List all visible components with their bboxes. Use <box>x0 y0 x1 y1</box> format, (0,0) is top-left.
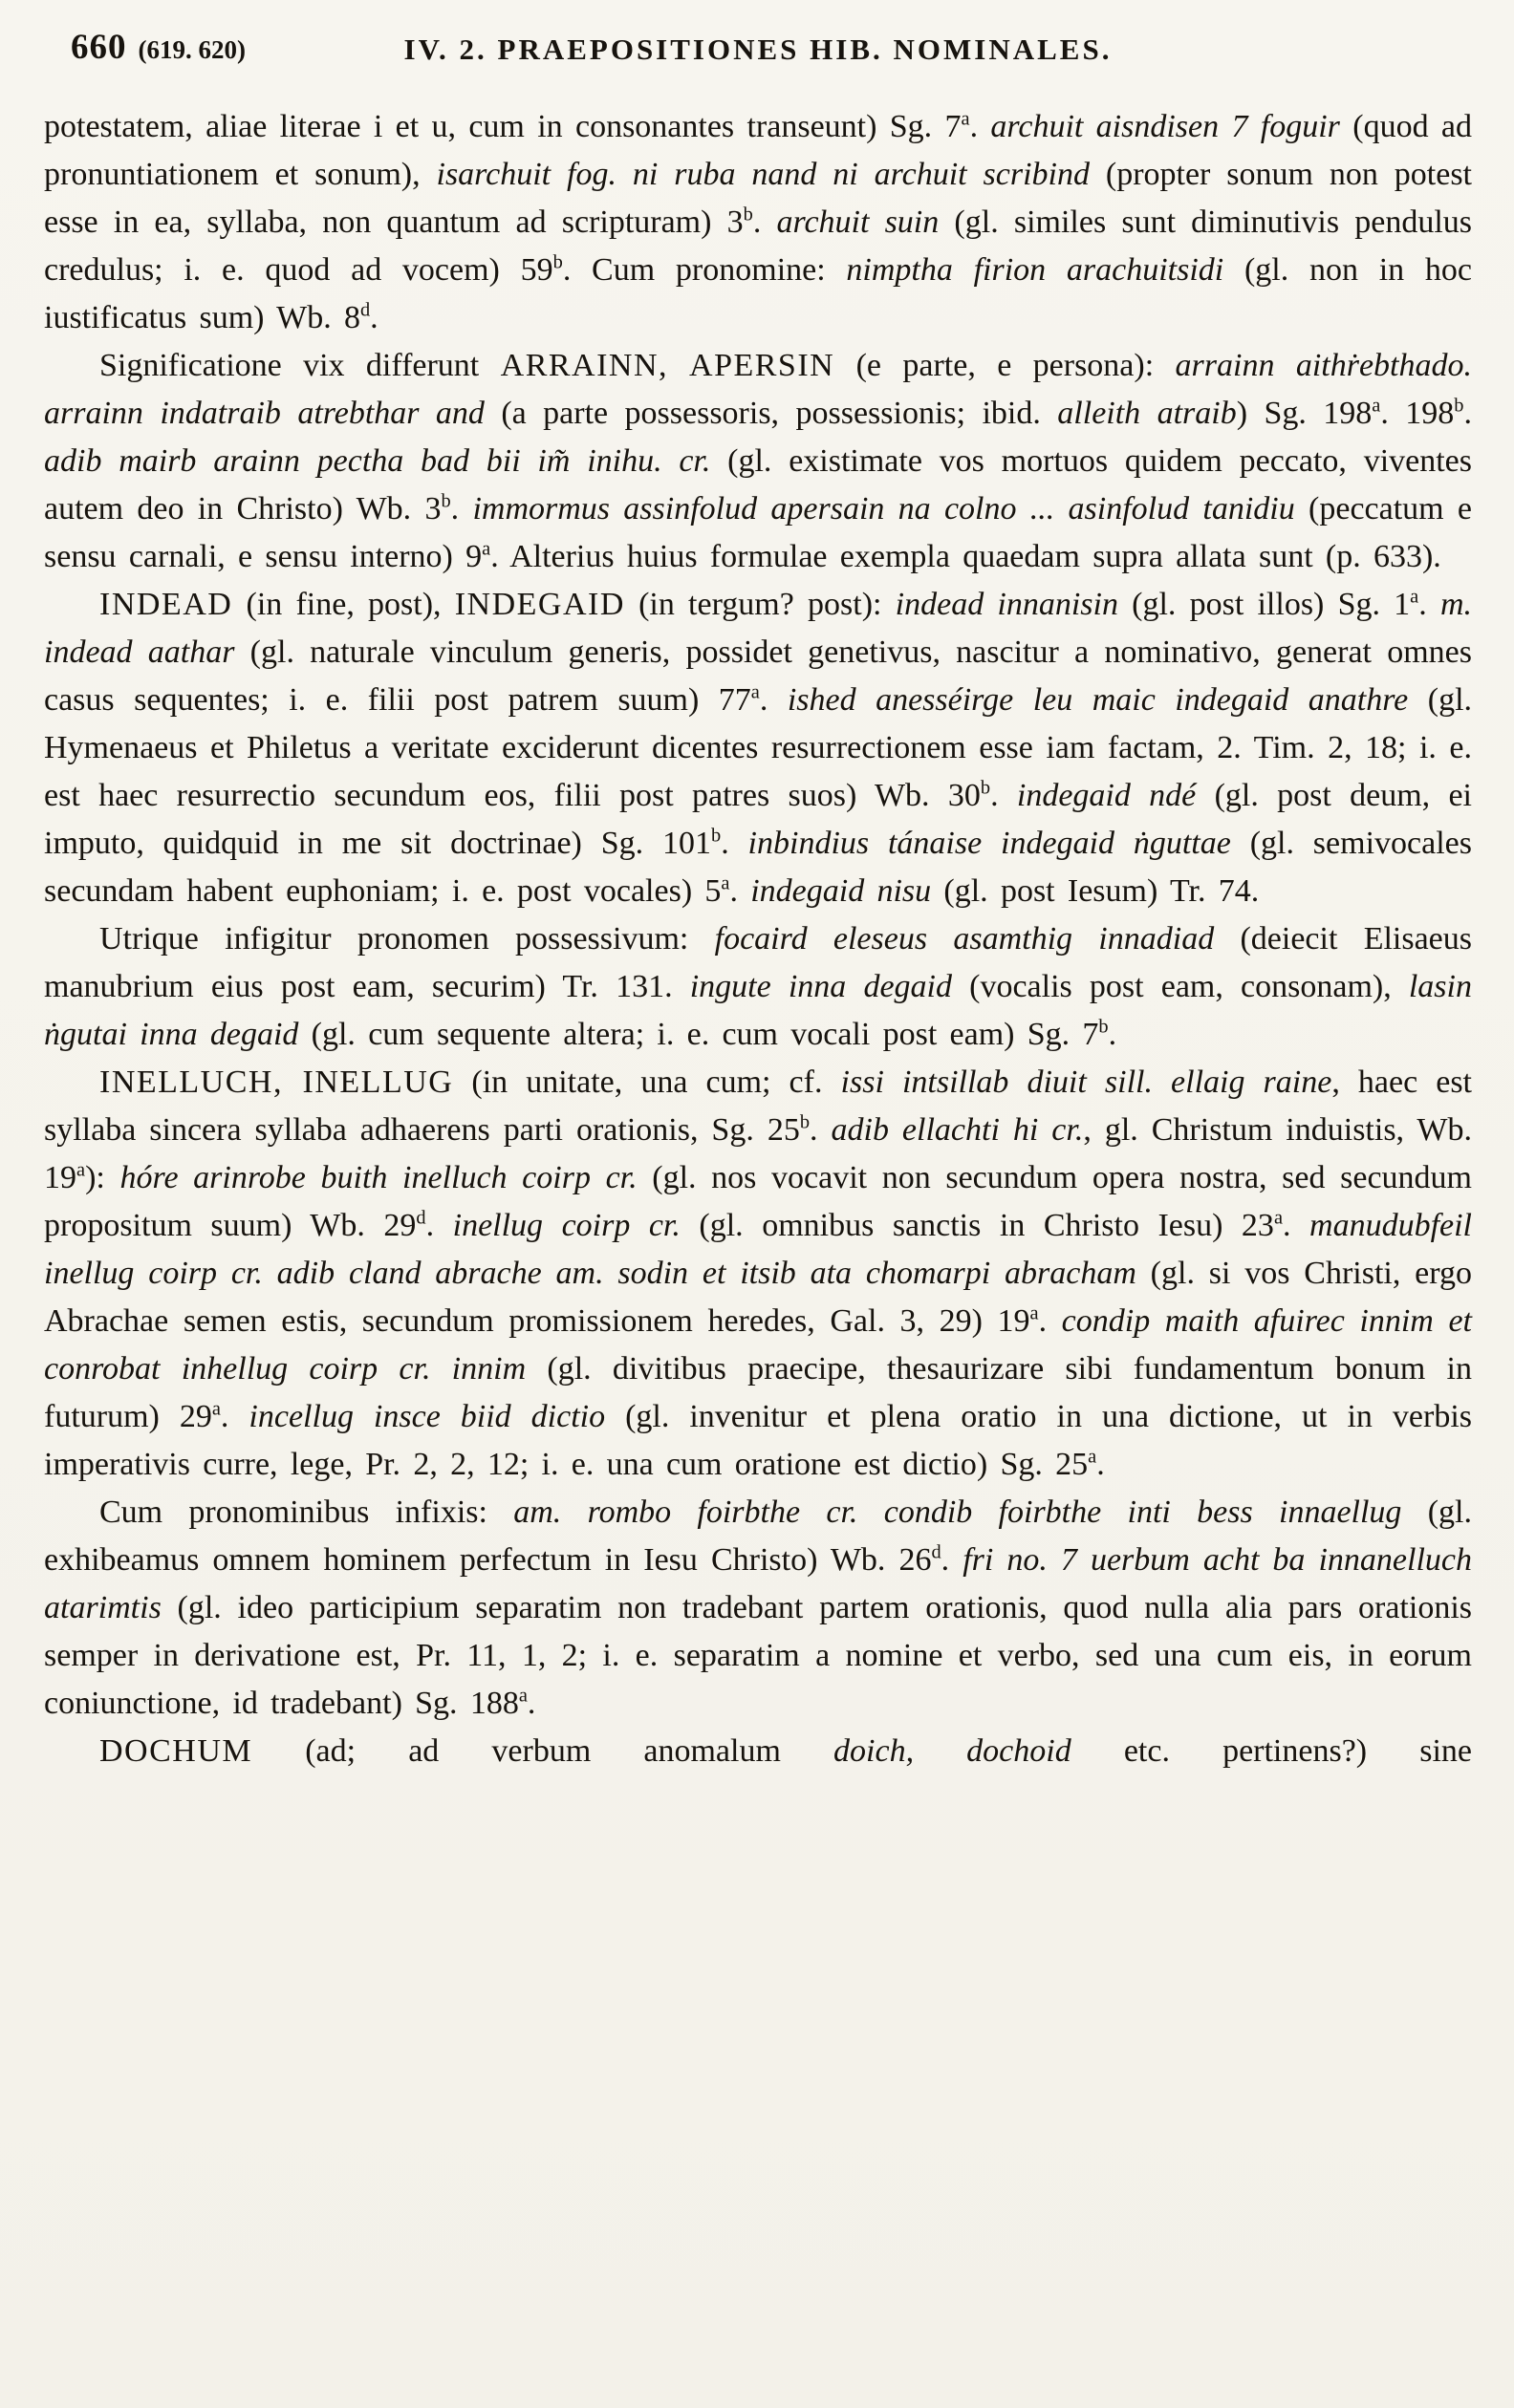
superscript-ref: a <box>518 1685 528 1707</box>
headword-caps: ARRAINN, APERSIN <box>500 348 835 383</box>
latin-text-run: . <box>759 682 788 718</box>
headword-caps: INELLUCH, INELLUG <box>99 1064 454 1100</box>
latin-text-run: (gl. si vos Christi, ergo Abrachae semen estis, secundum promissionem heredes, Gal. 3, 29) 19 <box>44 1256 1472 1339</box>
page-number: 660 <box>71 28 127 67</box>
latin-text-run: . <box>1283 1208 1310 1243</box>
latin-text-run: (e parte, e persona): <box>834 348 1176 383</box>
irish-citation-run: focaird eleseus asamthig innadiad <box>714 921 1215 957</box>
latin-text-run: (vocalis post eam, consonam), <box>952 969 1409 1004</box>
irish-citation-run: am. rombo foirbthe cr. condib foirbthe inti bess innaellug <box>513 1494 1402 1530</box>
latin-text-run: ): <box>85 1160 120 1195</box>
latin-text-run: (gl. ideo participium separatim non tradebant partem orationis, quod nulla alia pars orationis semper in derivatione est, Pr. 11, 1, 2; i. e. separatim a nomine et verbo, sed una cum eis, in eorum coniunctione, id tradebant) Sg. 188 <box>44 1590 1472 1721</box>
latin-text-run: . <box>752 204 777 240</box>
irish-citation-run: indegaid ndé <box>1016 778 1197 813</box>
paragraph <box>44 581 1472 915</box>
irish-citation-run: archuit aisndisen 7 foguir <box>990 109 1340 144</box>
superscript-ref: a <box>1088 1446 1097 1468</box>
irish-citation-run: ished anesséirge leu maic indegaid anathre <box>787 682 1409 718</box>
latin-text-run: , haec est syllaba sincera syllaba adhaerens parti orationis, Sg. 25 <box>44 1064 1472 1148</box>
superscript-ref: d <box>416 1207 426 1229</box>
latin-text-run: etc. pertinens?) sine <box>1071 1733 1472 1769</box>
latin-text-run: . <box>220 1399 249 1434</box>
superscript-ref: a <box>76 1159 86 1181</box>
irish-citation-run: isarchuit fog. ni ruba nand ni archuit scribind <box>436 157 1090 192</box>
superscript-ref: b <box>710 825 722 847</box>
page-number-group <box>71 27 246 68</box>
superscript-ref: a <box>482 538 491 560</box>
latin-text-run: . <box>425 1208 453 1243</box>
paragraph <box>44 1489 1472 1728</box>
latin-text-run: , gl. Christum induistis, Wb. 19 <box>44 1112 1472 1195</box>
latin-text-run: (gl. nos vocavit non secundum opera nostra, sed secundum propositum suum) Wb. 29 <box>44 1160 1472 1243</box>
superscript-ref: b <box>799 1111 811 1133</box>
latin-text-run: (in tergum? post): <box>624 587 896 622</box>
paragraph <box>44 342 1472 581</box>
page-reference: (619. 620) <box>138 35 246 64</box>
latin-text-run: (gl. invenitur et plena oratio in una dictione, ut in verbis imperativis curre, lege, Pr. 2, 2, 12; i. e. una cum oratione est dictio) Sg. 25 <box>44 1399 1472 1482</box>
latin-text-run: (gl. naturale vinculum generis, possidet genetivus, nascitur a nominativo, generat omnes casus sequentes; i. e. filii post patrem suum) 77 <box>44 634 1472 718</box>
irish-citation-run: lasin ṅgutai inna degaid <box>44 969 1472 1052</box>
headword-caps: DOCHUM <box>99 1733 253 1769</box>
irish-citation-run: immormus assinfolud apersain na colno ... asinfolud tanidiu <box>472 491 1295 527</box>
latin-text-run: (gl. non in hoc iustificatus sum) Wb. 8 <box>44 252 1472 335</box>
latin-text-run: (gl. existimate vos mortuos quidem peccato, viventes autem deo in Christo) Wb. 3 <box>44 443 1472 527</box>
irish-citation-run: nimptha firion arachuitsidi <box>846 252 1224 288</box>
superscript-ref: b <box>1454 395 1464 417</box>
latin-text-run: (in unitate, una cum; cf. <box>453 1064 841 1100</box>
latin-text-run: . <box>969 109 991 144</box>
superscript-ref: a <box>1029 1302 1039 1324</box>
latin-text-run: potestatem, aliae literae i et u, cum in consonantes transeunt) Sg. 7 <box>44 109 962 144</box>
page-body <box>44 103 1472 1775</box>
latin-text-run: (in fine, post), <box>232 587 455 622</box>
irish-citation-run: inellug coirp cr. <box>452 1208 681 1243</box>
irish-citation-run: issi intsillab diuit sill. ellaig raine <box>840 1064 1332 1100</box>
irish-citation-run: incellug insce biid dictio <box>249 1399 606 1434</box>
latin-text-run: Significatione vix differunt <box>99 348 501 383</box>
superscript-ref: b <box>1098 1016 1109 1038</box>
latin-text-run: (gl. cum sequente altera; i. e. cum vocali post eam) Sg. 7 <box>298 1017 1099 1052</box>
latin-text-run: (a parte possessoris, possessionis; ibid. <box>484 396 1058 431</box>
irish-citation-run: inbindius tánaise indegaid ṅguttae <box>747 826 1231 861</box>
latin-text-run: . <box>527 1686 536 1721</box>
latin-text-run: . <box>990 778 1017 813</box>
irish-citation-run: arrainn aithṙebthado. arrainn indatraib atrebthar and <box>44 348 1472 431</box>
latin-text-run: ) Sg. 198 <box>1236 396 1373 431</box>
latin-text-run: (gl. divitibus praecipe, thesaurizare sibi fundamentum bonum in futurum) 29 <box>44 1351 1472 1434</box>
page-header <box>44 25 1472 76</box>
latin-text-run: (quod ad pronuntiationem et sonum), <box>44 109 1472 192</box>
irish-citation-run: adib mairb arainn pectha bad bii im̃ inihu. cr. <box>44 443 711 479</box>
latin-text-run: (gl. semivocales secundam habent euphoniam; i. e. post vocales) 5 <box>44 826 1472 909</box>
latin-text-run: (gl. omnibus sanctis in Christo Iesu) 23 <box>680 1208 1274 1243</box>
latin-text-run: . <box>721 826 748 861</box>
superscript-ref: b <box>743 204 753 226</box>
superscript-ref: d <box>931 1541 941 1563</box>
latin-text-run: (peccatum e sensu carnali, e sensu interno) 9 <box>44 491 1473 574</box>
latin-text-run: (gl. post illos) Sg. 1 <box>1117 587 1411 622</box>
superscript-ref: a <box>1372 395 1381 417</box>
irish-citation-run: adib ellachti hi cr. <box>831 1112 1084 1148</box>
latin-text-run: (gl. post deum, ei imputo, quidquid in me sit doctrinae) Sg. 101 <box>44 778 1473 861</box>
irish-citation-run: indegaid nisu <box>750 873 932 909</box>
latin-text-run: . Cum pronomine: <box>562 252 847 288</box>
superscript-ref: a <box>721 872 730 894</box>
paragraph <box>44 915 1472 1059</box>
latin-text-run: (propter sonum non potest esse in ea, syllaba, non quantum ad scripturam) 3 <box>44 157 1472 240</box>
latin-text-run: . <box>729 873 751 909</box>
latin-text-run: . <box>370 300 378 335</box>
paragraph <box>44 1728 1472 1775</box>
superscript-ref: a <box>211 1398 221 1420</box>
headword-caps: INDEGAID <box>454 587 625 622</box>
irish-citation-run: ingute inna degaid <box>689 969 952 1004</box>
superscript-ref: a <box>961 108 970 130</box>
superscript-ref: d <box>359 299 371 321</box>
latin-text-run: . <box>941 1542 963 1578</box>
paragraph <box>44 103 1472 342</box>
latin-text-run: . 198 <box>1380 396 1455 431</box>
latin-text-run: . <box>1463 396 1472 431</box>
latin-text-run: (gl. post Iesum) Tr. 74. <box>931 873 1260 909</box>
latin-text-run: Cum pronominibus infixis: <box>99 1494 514 1530</box>
latin-text-run: (gl. similes sunt diminutivis pendulus credulus; i. e. quod ad vocem) 59 <box>44 204 1472 288</box>
irish-citation-run: alleith atraib <box>1057 396 1237 431</box>
superscript-ref: b <box>552 251 563 273</box>
latin-text-run: . <box>1418 587 1440 622</box>
headword-caps: INDEAD <box>99 587 233 622</box>
latin-text-run: . <box>1096 1447 1105 1482</box>
irish-citation-run: hóre arinrobe buith inelluch coirp cr. <box>119 1160 638 1195</box>
irish-citation-run: manudubfeil inellug coirp cr. adib cland abrache am. sodin et itsib ata chomarpi abracham <box>44 1208 1472 1291</box>
superscript-ref: b <box>980 777 991 799</box>
latin-text-run: (gl. exhibeamus omnem hominem perfectum in Iesu Christo) Wb. 26 <box>44 1494 1473 1578</box>
paragraph <box>44 1059 1472 1489</box>
running-title: IV. 2. PRAEPOSITIONES HIB. NOMINALES. <box>403 32 1113 66</box>
superscript-ref: a <box>1410 586 1419 608</box>
superscript-ref: a <box>1273 1207 1283 1229</box>
latin-text-run: . <box>810 1112 832 1148</box>
superscript-ref: b <box>441 490 451 512</box>
irish-citation-run: archuit suin <box>776 204 940 240</box>
latin-text-run: . Alterius huius formulae exempla quaedam supra allata sunt (p. 633). <box>490 539 1441 574</box>
latin-text-run: . <box>1108 1017 1117 1052</box>
irish-citation-run: doich, dochoid <box>833 1733 1071 1769</box>
latin-text-run: . <box>450 491 473 527</box>
latin-text-run: (ad; ad verbum anomalum <box>252 1733 834 1769</box>
latin-text-run: (gl. Hymenaeus et Philetus a veritate exciderunt dicentes resurrectionem esse iam factam, 2. Tim. 2, 18; i. e. est haec resurrectio secundum eos, filii post patres suos) Wb. 30 <box>44 682 1473 813</box>
irish-citation-run: fri no. 7 uerbum acht ba innanelluch atarimtis <box>44 1542 1472 1625</box>
irish-citation-run: indead innanisin <box>895 587 1118 622</box>
latin-text-run: (deiecit Elisaeus manubrium eius post eam, securim) Tr. 131. <box>44 921 1473 1004</box>
latin-text-run: Utrique infigitur pronomen possessivum: <box>99 921 715 957</box>
latin-text-run: . <box>1038 1303 1062 1339</box>
irish-citation-run: m. indead aathar <box>44 587 1472 670</box>
superscript-ref: a <box>750 681 760 703</box>
irish-citation-run: condip maith afuirec innim et conrobat inhellug coirp cr. innim <box>44 1303 1472 1387</box>
